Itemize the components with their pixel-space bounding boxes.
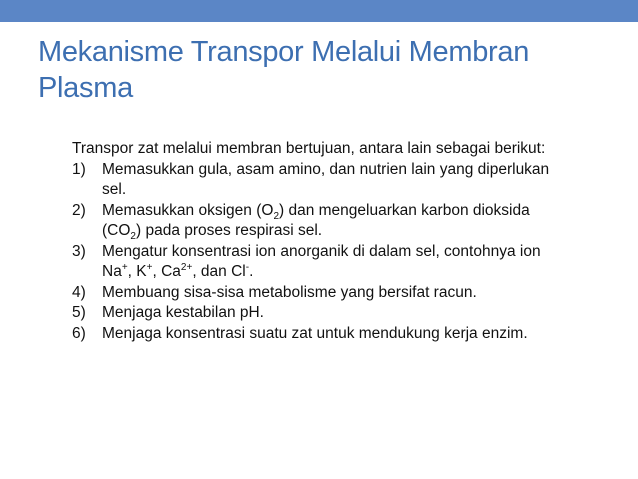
slide-body: [72, 139, 572, 344]
list-item: [72, 242, 572, 283]
list-item-text: [102, 201, 530, 243]
list-item-text: Membuang sisa-sisa metabolisme yang bersifat racun.: [102, 283, 477, 301]
list-number: 5): [72, 304, 86, 321]
top-accent-bar: [0, 0, 638, 22]
text-part: ) dan mengeluarkan karbon dioksida (CO: [102, 201, 530, 239]
superscript: +: [146, 261, 153, 273]
superscript: -: [245, 261, 250, 273]
list-item: [72, 303, 572, 324]
superscript: 2+: [180, 261, 193, 273]
text-part: .: [249, 263, 254, 280]
list-item-text: [102, 243, 541, 281]
list-item: [72, 324, 572, 345]
subscript: 2: [273, 210, 279, 222]
superscript: +: [121, 261, 128, 273]
list-number: 1): [72, 160, 86, 178]
list-number: 6): [72, 324, 86, 342]
text-part: , Ca: [152, 263, 181, 280]
text-part: Mengatur konsentrasi ion anorganik di dalam sel, contohnya ion Na: [102, 242, 541, 280]
subscript: 2: [130, 231, 136, 243]
slide-title: Mekanisme Transpor Melalui Membran Plasma: [38, 36, 530, 104]
list-number: 3): [72, 242, 86, 260]
text-part: , dan Cl: [192, 263, 246, 280]
purpose-list: [72, 160, 572, 345]
list-item-text: Memasukkan gula, asam amino, dan nutrien lain yang diperlukan sel.: [102, 160, 550, 198]
list-item: [72, 283, 572, 304]
list-item-text: Menjaga kestabilan pH.: [102, 304, 264, 321]
list-number: 4): [72, 283, 86, 301]
list-item: [72, 201, 572, 242]
text-part: Memasukkan oksigen (O: [102, 201, 274, 219]
list-item-text: Menjaga konsentrasi suatu zat untuk mendukung kerja enzim.: [102, 324, 528, 342]
text-part: , K: [127, 263, 147, 280]
text-part: ) pada proses respirasi sel.: [135, 222, 323, 239]
list-item: [72, 160, 572, 201]
intro-text: Transpor zat melalui membran bertujuan, antara lain sebagai berikut:: [72, 140, 546, 157]
list-number: 2): [72, 201, 86, 219]
